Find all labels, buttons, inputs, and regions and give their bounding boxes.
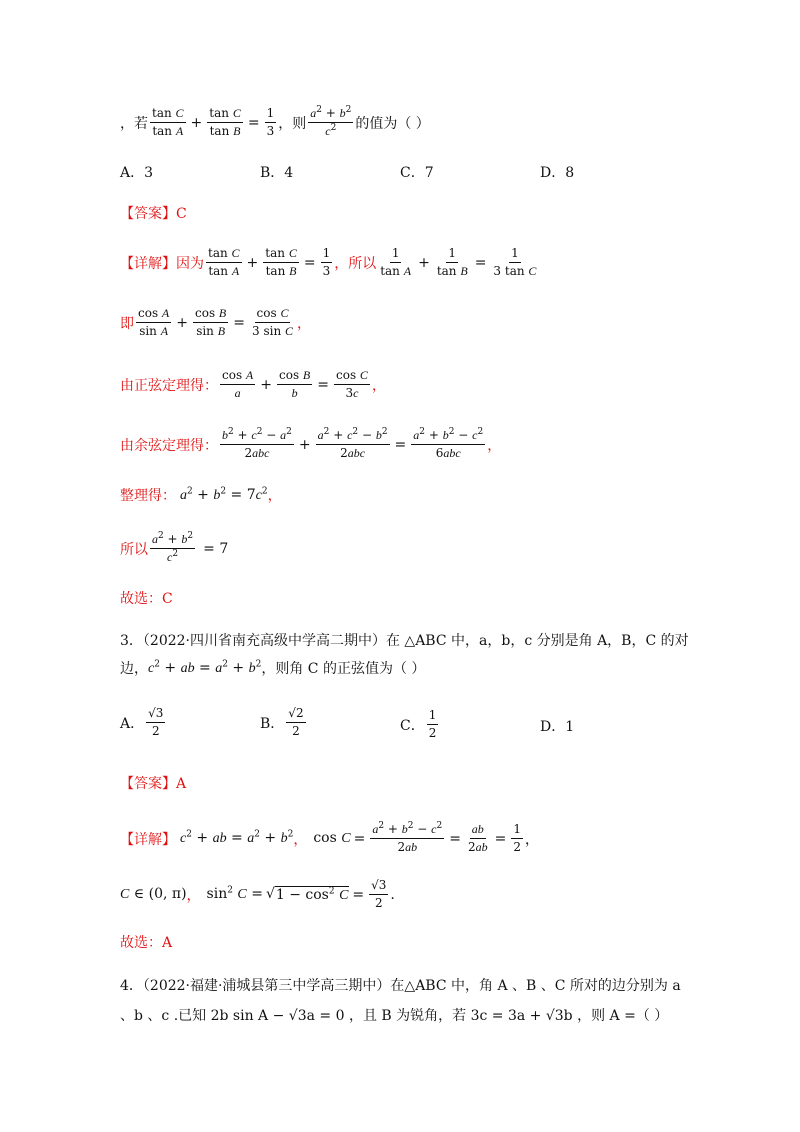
q2-detail-5: 整理得： $a^2 + b^2 = 7c^2$ ， <box>120 485 282 504</box>
q3-stem-suffix: ，则角 C 的正弦值为（ ） <box>261 661 426 677</box>
q2-detail-3: 由正弦定理得： $\frac{\text{cos A}}{a}$ + $\frac{\text{cos B}}{b}$ = $\frac{\text{cos C}}{3c}$ ， <box>120 368 386 400</box>
q2-stem-prefix: ，若 <box>120 115 148 132</box>
q2-suoyi: 所以 <box>120 541 148 558</box>
q3-detail-2: C ∈ (0, π) ， $\sin^2 C$ = √ $1 - \cos^2 C$ = $\frac{√3}{2}$ . <box>120 878 395 910</box>
q2-detail-label: 【详解】因为 <box>120 255 204 272</box>
q3-opt-a-label: A． <box>120 715 145 732</box>
q2-detail-1: 【详解】因为 $\frac{\text{tan C}}{\text{tan A}}$ + $\frac{\text{tan C}}{\text{tan B}}$ = $\frac{1}{3}$ ，所以 $\frac{1}{\text{tan A}}$ + $\frac{1}{\text{tan B}}$ = $\frac{1}{\text{3 tan C}}$ <box>120 246 537 278</box>
q2-detail-4: 由余弦定理得： $\frac{b^2 + c^2 - a^2}{\text{2abc}}$ + $\frac{a^2 + c^2 - b^2}{\text{2abc}}$ = $\frac{a^2 + b^2 - c^2}{\text{6abc}}$ ， <box>120 427 502 460</box>
q3-stem-2: 边， $c^2$ + ab = $a^2 + b^2$ ，则角 C 的正弦值为（ ） <box>120 658 426 677</box>
q3-guxuan: 故选：A <box>120 935 173 951</box>
q2-stem-then: ，则 <box>278 115 307 132</box>
q3-option-c[interactable]: C． $\frac{1}{2}$ <box>400 708 437 740</box>
q2-arrange: 整理得： <box>120 488 176 504</box>
q3-option-d[interactable]: D．1 <box>540 719 575 735</box>
q2-option-b[interactable]: B．4 <box>260 165 294 181</box>
q2-by-cosine: 由余弦定理得： <box>120 437 218 454</box>
q2-detail-6: 所以 $\frac{a^2 + b^2}{c^2}$ = 7 <box>120 531 229 564</box>
q2-option-c[interactable]: C．7 <box>400 165 434 181</box>
frac-a2b2-c2: $\frac{a^2 + b^2}{c^2}$ <box>310 105 352 138</box>
q2-stem-suffix: 的值为（ ） <box>355 115 430 132</box>
q3-detail-1: 【详解】 $c^2$ + ab = $a^2 + b^2$ ， cos C = $\frac{a^2 + b^2 - c^2}{2ab}$ = $\frac{ab}{2ab}$ = $\frac{1}{2}$ ， <box>120 821 539 854</box>
q3-detail-label: 【详解】 <box>120 831 176 848</box>
q2-so: ，所以 <box>334 255 377 272</box>
frac-tanC-tanA: $\frac{\text{tan C}}{\text{tan A}}$ <box>152 106 184 138</box>
q4-stem-1: 4．（2022·福建·浦城县第三中学高三期中）在△ABC 中，角 A 、B 、C 所对的边分别为 a <box>120 978 681 994</box>
q3-stem-prefix: 边， <box>120 661 148 677</box>
q3-stem-1: 3．（2022·四川省南充高级中学高二期中）在 △ABC 中，a，b，c 分别是角 A，B，C 的对 <box>120 633 689 649</box>
q2-guxuan: 故选：C <box>120 591 173 607</box>
q3-opt-b-label: B． <box>260 715 285 732</box>
q3-answer: 【答案】A <box>120 776 187 792</box>
q2-stem: ，若 $\frac{\text{tan C}}{\text{tan A}}$ + $\frac{\text{tan C}}{\text{tan B}}$ = $\frac{1}{3}$ ，则 $\frac{a^2 + b^2}{c^2}$ 的值为（ ） <box>120 105 430 138</box>
q2-detail-2: 即 $\frac{\text{cos A}}{\text{sin A}}$ + $\frac{\text{cos B}}{\text{sin B}}$ = $\frac{\text{cos C}}{\text{3 sin C}}$ ， <box>120 306 312 338</box>
q2-option-a[interactable]: A．3 <box>120 165 154 181</box>
q4-stem-2: 、b 、c .已知 2b sin A − √3a = 0 ，且 B 为锐角，若 3c = 3a + √3b ，则 A =（ ） <box>120 1008 669 1024</box>
q3-option-a[interactable]: A． $\frac{√3}{2}$ <box>120 706 164 738</box>
q3-option-b[interactable]: B． $\frac{√2}{2}$ <box>260 706 304 738</box>
q2-answer: 【答案】C <box>120 206 187 222</box>
q2-final-value: = 7 <box>203 540 229 557</box>
q3-opt-c-label: C． <box>400 717 425 734</box>
frac-tanC-tanB: $\frac{\text{tan C}}{\text{tan B}}$ <box>209 106 241 138</box>
q2-ji: 即 <box>120 315 134 332</box>
q2-option-d[interactable]: D．8 <box>540 165 575 181</box>
q2-by-sine: 由正弦定理得： <box>120 377 218 394</box>
frac-one-third: $\frac{1}{3}$ <box>266 106 275 138</box>
